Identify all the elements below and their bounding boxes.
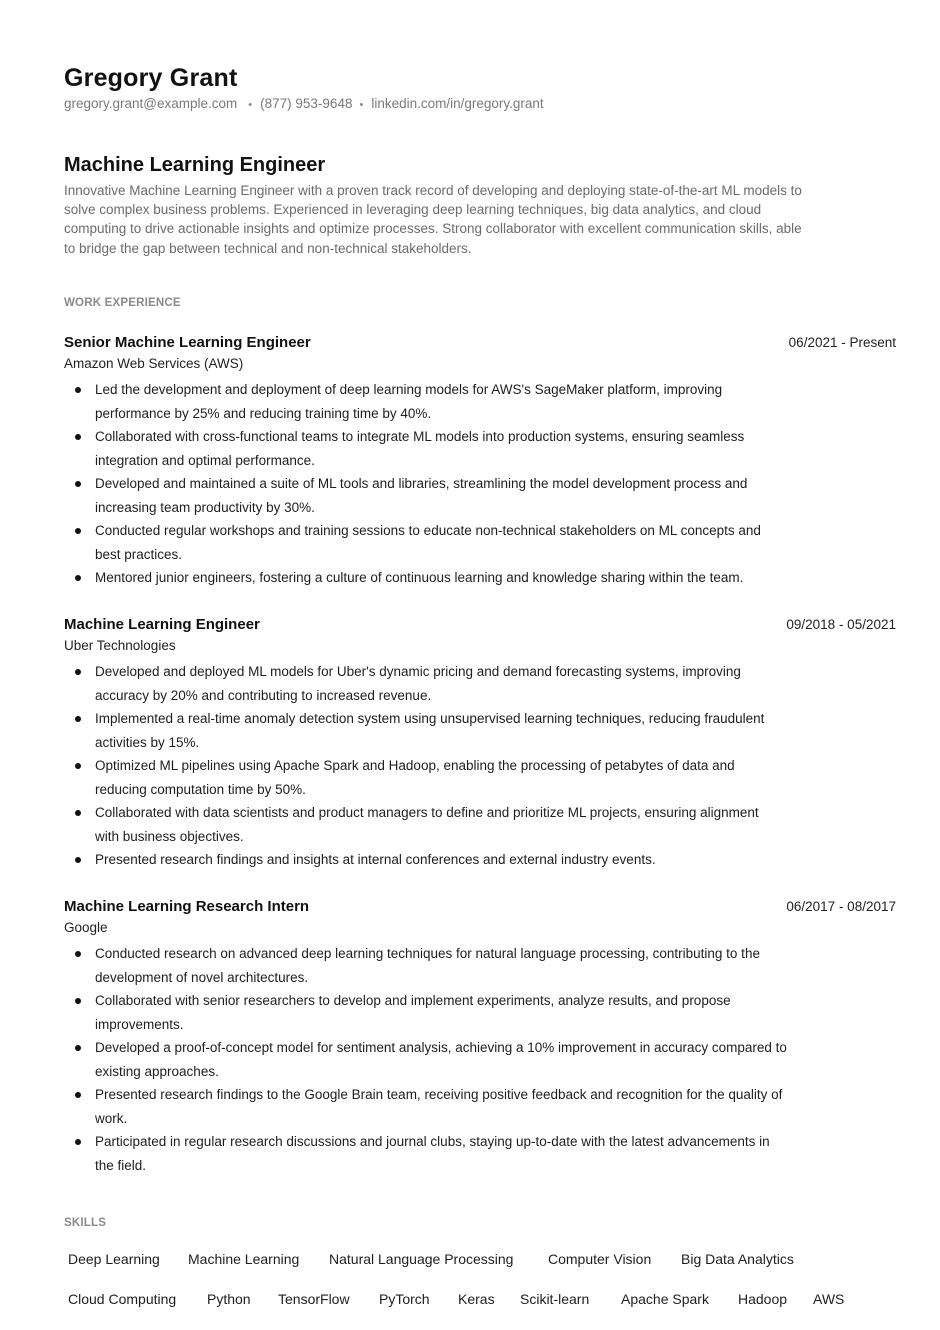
bullet-line: increasing team productivity by 30%. xyxy=(95,499,315,515)
skill-tag: Keras xyxy=(458,1291,495,1307)
bullet-line: Conducted research on advanced deep learning techniques for natural language processing, contributing to the xyxy=(95,946,760,961)
bullet-item xyxy=(64,472,864,519)
bullet-line: Developed a proof-of-concept model for sentiment analysis, achieving a 10% improvement in accuracy compared to xyxy=(95,1040,787,1055)
job-dates: 06/2021 - Present xyxy=(788,335,896,350)
bullet-dot xyxy=(75,1139,81,1145)
bullet-line: Participated in regular research discussions and journal clubs, staying up-to-date with the latest advancements in xyxy=(95,1134,770,1149)
bullet-line: accuracy by 20% and contributing to increased revenue. xyxy=(95,687,432,703)
bullet-line: Optimized ML pipelines using Apache Spark and Hadoop, enabling the processing of petabytes of data and xyxy=(95,758,735,773)
bullet-dot xyxy=(75,387,81,393)
bullet-line: with business objectives. xyxy=(95,828,244,844)
skill-tag: Deep Learning xyxy=(68,1251,160,1267)
bullet-dot xyxy=(75,434,81,440)
linkedin-text: linkedin.com/in/gregory.grant xyxy=(371,96,544,111)
skill-tag: Python xyxy=(207,1291,251,1307)
bullet-line: Collaborated with senior researchers to develop and implement experiments, analyze results, and propose xyxy=(95,993,731,1008)
skill-tag: PyTorch xyxy=(379,1291,430,1307)
bullet-dot xyxy=(75,669,81,675)
bullet-dot xyxy=(75,998,81,1004)
bullet-line: development of novel architectures. xyxy=(95,969,309,985)
summary-line: Innovative Machine Learning Engineer with a proven track record of developing and deploying state-of-the-art ML models to xyxy=(64,183,802,198)
separator-dot: • xyxy=(359,99,364,111)
skill-tag: Scikit-learn xyxy=(520,1291,590,1307)
job-title: Machine Learning Engineer xyxy=(64,616,260,633)
skill-tag: Hadoop xyxy=(738,1291,788,1307)
bullet-line: Collaborated with data scientists and product managers to define and prioritize ML projects, ensuring alignment xyxy=(95,805,759,820)
job-title: Machine Learning Research Intern xyxy=(64,898,310,915)
bullet-dot xyxy=(75,1092,81,1098)
skill-tag: Cloud Computing xyxy=(68,1291,177,1307)
bullet-item xyxy=(64,1083,864,1130)
profile-summary xyxy=(64,181,894,258)
bullet-line: existing approaches. xyxy=(95,1063,219,1079)
company-name: Amazon Web Services (AWS) xyxy=(64,356,244,371)
bullet-item xyxy=(64,754,864,801)
bullet-item xyxy=(64,848,864,872)
summary-line: computing to drive actionable insights and optimize processes. Strong collaborator with excellent communication skills, able xyxy=(64,221,802,237)
summary-line: to bridge the gap between technical and non-technical stakeholders. xyxy=(64,240,472,256)
bullet-line: reducing computation time by 50%. xyxy=(95,781,306,797)
bullet-line: best practices. xyxy=(95,546,183,562)
skill-tag: AWS xyxy=(813,1291,845,1307)
bullet-dot xyxy=(75,481,81,487)
separator-dot: • xyxy=(248,99,253,111)
contact-line xyxy=(64,96,544,111)
job-bullets xyxy=(64,378,864,590)
work-experience-heading: WORK EXPERIENCE xyxy=(64,297,181,309)
bullet-line: Led the development and deployment of deep learning models for AWS's SageMaker platform, improving xyxy=(95,382,723,397)
bullet-item xyxy=(64,707,864,754)
skill-tag: Big Data Analytics xyxy=(681,1251,794,1267)
skill-tag: Computer Vision xyxy=(548,1251,652,1267)
bullet-dot xyxy=(75,528,81,534)
skill-tag: TensorFlow xyxy=(278,1291,350,1307)
bullet-item xyxy=(64,1036,864,1083)
bullet-dot xyxy=(75,857,81,863)
company-name: Uber Technologies xyxy=(64,638,176,653)
bullet-dot xyxy=(75,763,81,769)
bullet-item xyxy=(64,942,864,989)
bullet-dot xyxy=(75,716,81,722)
bullet-dot xyxy=(75,575,81,581)
job-bullets xyxy=(64,942,864,1177)
bullet-line: Mentored junior engineers, fostering a culture of continuous learning and knowledge sharing within the team. xyxy=(95,570,744,585)
candidate-name: Gregory Grant xyxy=(64,64,238,92)
email-text: gregory.grant@example.com xyxy=(64,96,238,111)
bullet-item xyxy=(64,519,864,566)
bullet-line: improvements. xyxy=(95,1016,184,1032)
job-bullets xyxy=(64,660,864,872)
skill-tag: Apache Spark xyxy=(621,1291,709,1307)
bullet-item xyxy=(64,989,864,1036)
bullet-item xyxy=(64,425,864,472)
phone-text: (877) 953-9648 xyxy=(260,96,353,111)
bullet-line: the field. xyxy=(95,1157,147,1173)
bullet-line: performance by 25% and reducing training time by 40%. xyxy=(95,405,432,421)
bullet-line: Presented research findings and insights at internal conferences and external industry events. xyxy=(95,852,656,867)
job-dates: 06/2017 - 08/2017 xyxy=(786,899,896,914)
bullet-line: Presented research findings to the Google Brain team, receiving positive feedback and recognition for the quality of xyxy=(95,1087,783,1102)
bullet-line: Implemented a real-time anomaly detection system using unsupervised learning techniques, reducing fraudulent xyxy=(95,711,765,726)
bullet-line: Collaborated with cross-functional teams to integrate ML models into production systems, ensuring seamless xyxy=(95,429,745,444)
bullet-line: Developed and deployed ML models for Uber's dynamic pricing and demand forecasting systems, improving xyxy=(95,664,741,679)
bullet-line: work. xyxy=(95,1110,128,1126)
bullet-line: integration and optimal performance. xyxy=(95,452,315,468)
job-title: Senior Machine Learning Engineer xyxy=(64,334,311,351)
bullet-dot xyxy=(75,810,81,816)
bullet-dot xyxy=(75,1045,81,1051)
skills-heading: SKILLS xyxy=(64,1217,107,1229)
bullet-item xyxy=(64,660,864,707)
summary-line: solve complex business problems. Experienced in leveraging deep learning techniques, big data analytics, and cloud xyxy=(64,202,762,218)
bullet-item xyxy=(64,1130,864,1177)
bullet-line: activities by 15%. xyxy=(95,734,200,750)
skill-tag: Natural Language Processing xyxy=(329,1251,514,1267)
bullet-line: Developed and maintained a suite of ML tools and libraries, streamlining the model development process and xyxy=(95,476,748,491)
company-name: Google xyxy=(64,920,108,935)
bullet-line: Conducted regular workshops and training sessions to educate non-technical stakeholders on ML concepts and xyxy=(95,523,761,538)
profile-title: Machine Learning Engineer xyxy=(64,154,326,176)
bullet-item xyxy=(64,801,864,848)
bullet-dot xyxy=(75,951,81,957)
bullet-item xyxy=(64,566,864,590)
bullet-item xyxy=(64,378,864,425)
job-dates: 09/2018 - 05/2021 xyxy=(786,617,896,632)
skill-tag: Machine Learning xyxy=(188,1251,300,1267)
